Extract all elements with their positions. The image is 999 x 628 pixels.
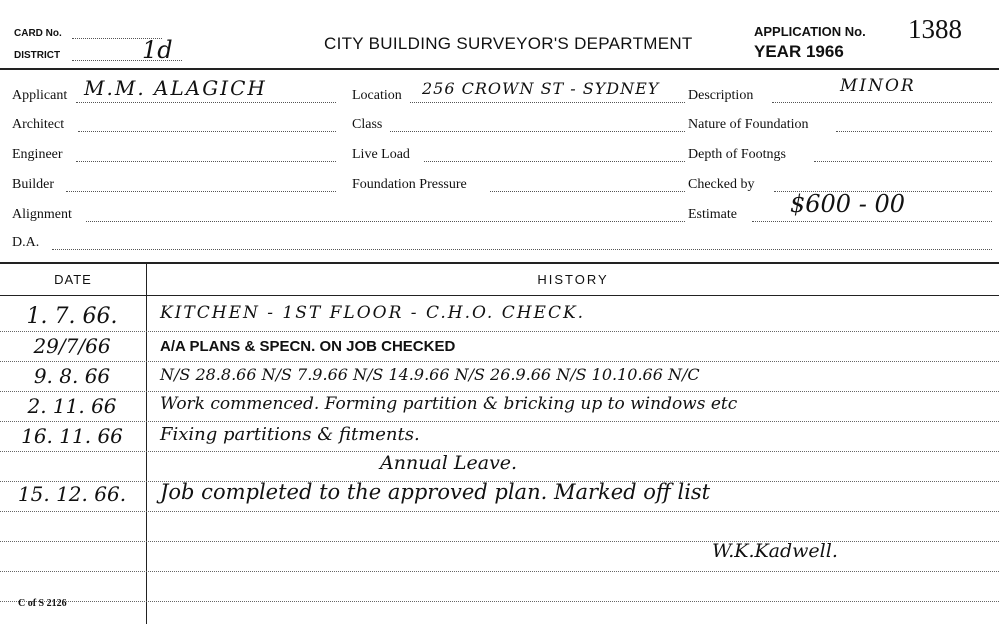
estimate-label: Estimate bbox=[688, 207, 737, 222]
date-column-divider bbox=[146, 264, 147, 624]
inspector-signature: W.K.Kadwell. bbox=[712, 540, 838, 562]
district-label: DISTRICT bbox=[14, 50, 61, 61]
description-line bbox=[772, 102, 992, 103]
history-entry: Job completed to the approved plan. Marked off list bbox=[160, 480, 711, 504]
form-code: C of S 2126 bbox=[18, 598, 67, 609]
nature-label: Nature of Foundation bbox=[688, 117, 809, 132]
history-top-rule bbox=[0, 262, 999, 264]
checked-by-label: Checked by bbox=[688, 177, 755, 192]
history-date: 16. 11. 66 bbox=[21, 424, 123, 448]
row-line bbox=[0, 571, 999, 572]
history-header-rule bbox=[0, 295, 999, 296]
row-line bbox=[0, 331, 999, 332]
live-load-label: Live Load bbox=[352, 147, 410, 162]
application-label: APPLICATION No. bbox=[754, 24, 866, 39]
foundation-pressure-label: Foundation Pressure bbox=[352, 177, 467, 192]
architect-label: Architect bbox=[12, 117, 65, 132]
applicant-line bbox=[76, 102, 336, 103]
live-load-line bbox=[424, 161, 685, 162]
header-rule bbox=[0, 68, 999, 70]
description-label: Description bbox=[688, 88, 754, 103]
foundation-pressure-line bbox=[490, 191, 685, 192]
row-line bbox=[0, 421, 999, 422]
department-title: CITY BUILDING SURVEYOR'S DEPARTMENT bbox=[324, 34, 693, 53]
builder-label: Builder bbox=[12, 177, 54, 192]
da-line bbox=[52, 249, 992, 250]
district-value: 1d bbox=[142, 36, 173, 64]
builder-line bbox=[66, 191, 336, 192]
history-date: 1. 7. 66. bbox=[26, 304, 118, 329]
row-line bbox=[0, 391, 999, 392]
estimate-value: $600 - 00 bbox=[790, 190, 905, 218]
history-date: 15. 12. 66. bbox=[17, 482, 127, 506]
class-label: Class bbox=[352, 117, 383, 132]
engineer-label: Engineer bbox=[12, 147, 63, 162]
year-label: YEAR 1966 bbox=[754, 42, 844, 61]
applicant-label: Applicant bbox=[12, 88, 68, 103]
nature-line bbox=[836, 131, 992, 132]
da-label: D.A. bbox=[12, 235, 40, 250]
history-date: 9. 8. 66 bbox=[33, 364, 111, 388]
estimate-line bbox=[752, 221, 992, 222]
alignment-label: Alignment bbox=[12, 207, 72, 222]
location-label: Location bbox=[352, 88, 402, 103]
depth-label: Depth of Footngs bbox=[688, 147, 786, 162]
date-header: DATE bbox=[54, 272, 92, 287]
history-entry: A/A PLANS & SPECN. ON JOB CHECKED bbox=[160, 338, 456, 355]
location-line bbox=[410, 102, 685, 103]
history-entry: Fixing partitions & fitments. bbox=[160, 424, 420, 445]
engineer-line bbox=[76, 161, 336, 162]
history-entry: Annual Leave. bbox=[380, 452, 518, 474]
history-header: HISTORY bbox=[537, 272, 609, 287]
history-entry: N/S 28.8.66 N/S 7.9.66 N/S 14.9.66 N/S 26.9.66 N/S 10.10.66 N/C bbox=[160, 365, 700, 384]
history-date: 2. 11. 66 bbox=[27, 394, 117, 418]
location-value: 256 CROWN ST - SYDNEY bbox=[422, 79, 660, 98]
row-line bbox=[0, 541, 999, 542]
card-no-label: CARD No. bbox=[14, 28, 62, 39]
class-line bbox=[390, 131, 685, 132]
history-date: 29/7/66 bbox=[33, 334, 111, 358]
row-line bbox=[0, 361, 999, 362]
history-entry: Work commenced. Forming partition & bricking up to windows etc bbox=[160, 394, 738, 414]
description-value: MINOR bbox=[840, 76, 916, 96]
row-line bbox=[0, 511, 999, 512]
depth-line bbox=[814, 161, 992, 162]
architect-line bbox=[78, 131, 336, 132]
application-number: 1388 bbox=[908, 14, 962, 44]
row-line bbox=[0, 601, 999, 602]
alignment-line bbox=[86, 221, 685, 222]
history-entry: KITCHEN - 1ST FLOOR - C.H.O. CHECK. bbox=[160, 303, 586, 323]
applicant-value: M.M. ALAGICH bbox=[84, 76, 267, 100]
